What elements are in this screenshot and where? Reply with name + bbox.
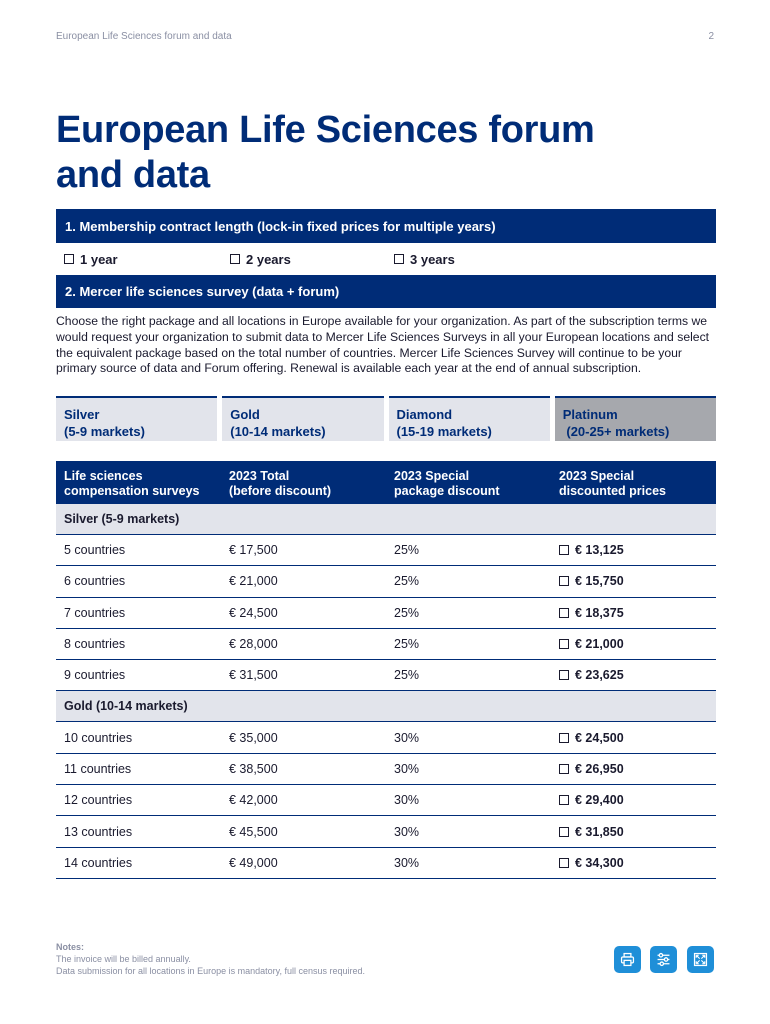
cell-discount: 30%	[394, 730, 420, 745]
cell-discounted-price[interactable]	[551, 574, 716, 588]
table-section-header: Gold (10-14 markets)	[56, 691, 716, 722]
notes-line: Data submission for all locations in Europe is mandatory, full census required.	[56, 966, 365, 976]
tier-name: Silver	[64, 407, 100, 422]
tier-name: Diamond	[396, 407, 453, 422]
tier-gold	[222, 396, 383, 441]
table-row	[56, 598, 716, 629]
price-value: € 15,750	[575, 574, 624, 589]
price-checkbox[interactable]	[559, 545, 569, 555]
cell-discounted-price[interactable]	[551, 825, 716, 839]
checkbox-3-years[interactable]	[394, 254, 404, 264]
tier-range: (15-19 markets)	[396, 423, 492, 439]
cell-discounted-price[interactable]	[551, 637, 716, 651]
cell-total: € 28,000	[229, 637, 278, 652]
cell-countries: 13 countries	[64, 824, 133, 839]
header-line: 2023 Special	[559, 469, 635, 483]
checkbox-1-year[interactable]	[64, 254, 74, 264]
header-surveys	[56, 461, 221, 504]
table-row	[56, 785, 716, 816]
section-heading-survey	[56, 275, 716, 308]
price-value: € 13,125	[575, 543, 624, 558]
table-row	[56, 629, 716, 660]
option-label: 3 years	[410, 251, 455, 267]
price-value: € 24,500	[575, 730, 624, 745]
price-checkbox[interactable]	[559, 733, 569, 743]
pricing-table	[56, 461, 716, 879]
price-value: € 29,400	[575, 793, 624, 808]
cell-discounted-price[interactable]	[551, 543, 716, 557]
fullscreen-icon	[692, 951, 709, 968]
section-heading-contract-length	[56, 209, 716, 243]
cell-total: € 31,500	[229, 668, 278, 683]
cell-discount: 30%	[394, 824, 420, 839]
cell-discounted-price[interactable]	[551, 856, 716, 870]
table-row	[56, 535, 716, 566]
running-header-title: European Life Sciences forum and data	[56, 31, 232, 42]
price-checkbox[interactable]	[559, 827, 569, 837]
cell-countries: 5 countries	[64, 543, 126, 558]
notes-line: The invoice will be billed annually.	[56, 954, 191, 964]
cell-discount: 25%	[394, 543, 420, 558]
header-line: Life sciences	[64, 469, 143, 483]
cell-discount: 25%	[394, 574, 420, 589]
header-discount	[386, 461, 551, 504]
cell-total: € 38,500	[229, 761, 278, 776]
cell-countries: 7 countries	[64, 605, 126, 620]
header-total	[221, 461, 386, 504]
header-line: discounted prices	[559, 484, 666, 498]
cell-discount: 30%	[394, 855, 420, 870]
cell-countries: 8 countries	[64, 637, 126, 652]
price-value: € 26,950	[575, 761, 624, 776]
option-2-years[interactable]	[230, 252, 291, 267]
cell-discounted-price[interactable]	[551, 762, 716, 776]
cell-countries: 6 countries	[64, 574, 126, 589]
option-1-year[interactable]	[64, 252, 118, 267]
header-line: 2023 Total	[229, 469, 290, 483]
cell-discount: 25%	[394, 605, 420, 620]
tier-diamond	[389, 396, 550, 441]
price-checkbox[interactable]	[559, 764, 569, 774]
tier-name: Platinum	[562, 407, 618, 422]
settings-sliders-icon	[655, 951, 672, 968]
section-heading-label: 2. Mercer life sciences survey (data + forum)	[65, 284, 340, 299]
cell-countries: 11 countries	[64, 761, 132, 776]
cell-total: € 35,000	[229, 730, 278, 745]
option-3-years[interactable]	[394, 252, 455, 267]
table-row	[56, 660, 716, 691]
cell-countries: 10 countries	[64, 730, 133, 745]
tier-name: Gold	[230, 407, 260, 422]
notes	[56, 941, 365, 977]
tier-legend	[56, 396, 716, 441]
section-heading-label: 1. Membership contract length (lock-in fixed prices for multiple years)	[65, 218, 496, 234]
tier-platinum	[555, 396, 716, 441]
price-value: € 21,000	[575, 637, 624, 652]
price-checkbox[interactable]	[559, 608, 569, 618]
tier-range: (5-9 markets)	[64, 423, 145, 439]
contract-length-options	[56, 243, 716, 275]
fullscreen-button[interactable]	[687, 946, 714, 973]
price-checkbox[interactable]	[559, 670, 569, 680]
price-value: € 18,375	[575, 605, 624, 620]
cell-discounted-price[interactable]	[551, 606, 716, 620]
cell-discount: 30%	[394, 761, 420, 776]
cell-total: € 21,000	[229, 574, 278, 589]
tier-silver	[56, 396, 217, 441]
page-title: European Life Sciences forum and data	[56, 109, 595, 196]
table-row	[56, 722, 716, 753]
price-checkbox[interactable]	[559, 795, 569, 805]
cell-total: € 45,500	[229, 824, 278, 839]
tier-range: (20-25+ markets)	[562, 423, 670, 439]
print-icon	[619, 951, 636, 968]
cell-discount: 30%	[394, 793, 420, 808]
option-label: 2 years	[246, 251, 291, 267]
header-line: package discount	[394, 484, 500, 498]
cell-total: € 49,000	[229, 855, 278, 870]
cell-total: € 24,500	[229, 605, 278, 620]
tier-range: (10-14 markets)	[230, 423, 326, 439]
page-number: 2	[708, 31, 714, 42]
print-button[interactable]	[614, 946, 641, 973]
table-section-header: Silver (5-9 markets)	[56, 504, 716, 535]
cell-discounted-price[interactable]	[551, 731, 716, 745]
settings-button[interactable]	[650, 946, 677, 973]
header-line: compensation surveys	[64, 484, 200, 498]
cell-countries: 14 countries	[64, 855, 133, 870]
checkbox-2-years[interactable]	[230, 254, 240, 264]
price-checkbox[interactable]	[559, 858, 569, 868]
option-label: 1 year	[80, 251, 118, 267]
price-value: € 23,625	[575, 668, 624, 683]
table-body	[56, 504, 716, 879]
cell-countries: 12 countries	[64, 793, 133, 808]
header-line: (before discount)	[229, 484, 332, 498]
cell-discount: 25%	[394, 637, 420, 652]
price-value: € 34,300	[575, 855, 624, 870]
cell-discounted-price[interactable]	[551, 793, 716, 807]
price-checkbox[interactable]	[559, 639, 569, 649]
price-checkbox[interactable]	[559, 576, 569, 586]
table-row	[56, 816, 716, 847]
table-header	[56, 461, 716, 504]
price-value: € 31,850	[575, 824, 624, 839]
cell-discounted-price[interactable]	[551, 668, 716, 682]
table-row	[56, 566, 716, 597]
cell-discount: 25%	[394, 668, 420, 683]
header-line: 2023 Special	[394, 469, 470, 483]
cell-total: € 17,500	[229, 543, 278, 558]
cell-countries: 9 countries	[64, 668, 126, 683]
notes-title: Notes:	[56, 942, 85, 952]
table-row	[56, 754, 716, 785]
table-row	[56, 848, 716, 879]
cell-total: € 42,000	[229, 793, 278, 808]
survey-description: Choose the right package and all locations in Europe available for your organization. As part of the subscription terms we would request your organization to submit data to Mercer Life Sciences Surveys in all your European locations and select the equivalent package based on the total number of countries. Mercer Life Sciences Survey will continue to be your primary source of data and Forum offering. Renewal is available each year at the end of annual subscription.	[56, 314, 710, 376]
header-discounted-price	[551, 461, 716, 504]
